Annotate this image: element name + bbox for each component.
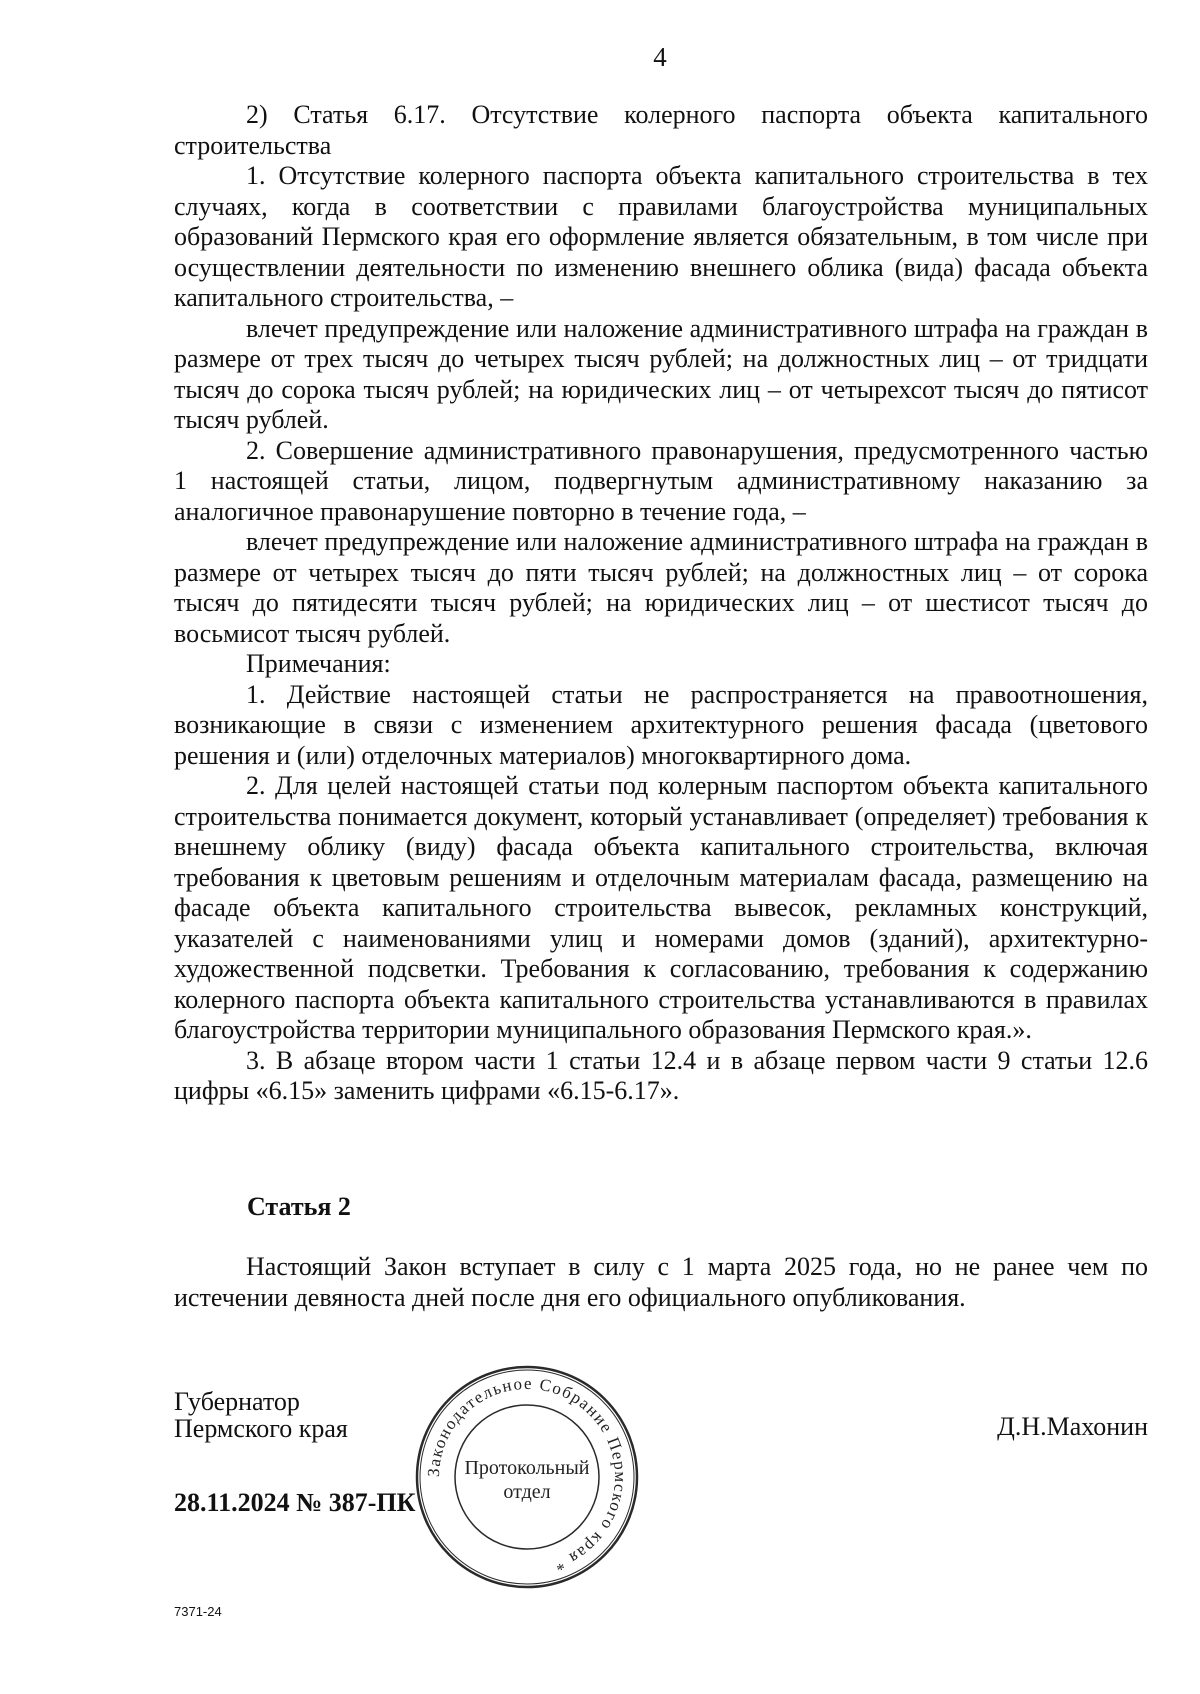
document-code: 7371-24 bbox=[174, 1604, 222, 1619]
article-2-text: Настоящий Закон вступает в силу с 1 марта 2025 года, но не ранее чем по истечении девяноста дней после дня его официального опубликования. bbox=[174, 1252, 1148, 1312]
stamp-ring-text: Законодательное Собрание Пермского края * bbox=[423, 1373, 631, 1576]
paragraph-sanction-1: влечет предупреждение или наложение административного штрафа на граждан в размере от трех тысяч до четырех тысяч рублей; на должностных лиц – от тридцати тысяч до сорока тысяч рублей; на юридических лиц – от четырехсот тысяч до пятисот тысяч рублей. bbox=[174, 313, 1148, 434]
official-stamp-icon bbox=[412, 1362, 642, 1592]
stamp-center-line-1: Протокольный bbox=[464, 1457, 590, 1479]
signature-title-line-2: Пермского края bbox=[174, 1414, 348, 1443]
document-body bbox=[174, 100, 1148, 1107]
paragraph-note-1: 1. Действие настоящей статьи не распространяется на правоотношения, возникающие в связи с изменением архитектурного решения фасада (цветового решения и (или) отделочных материалов) многоквартирного дома. bbox=[174, 679, 1148, 770]
signature-title bbox=[174, 1388, 348, 1442]
paragraph-part-2: 2. Совершение административного правонарушения, предусмотренного частью 1 настоящей статьи, лицом, подвергнутым административному наказанию за аналогичное правонарушение повторно в течение года, – bbox=[174, 435, 1148, 526]
signature-title-line-1: Губернатор bbox=[174, 1387, 300, 1416]
page-number: 4 bbox=[653, 42, 667, 72]
article-2-heading: Статья 2 bbox=[247, 1192, 351, 1221]
paragraph-sanction-2: влечет предупреждение или наложение административного штрафа на граждан в размере от четырех тысяч до пяти тысяч рублей; на должностных лиц – от сорока тысяч до пятидесяти тысяч рублей; на юридических лиц – от шестисот тысяч до восьмисот тысяч рублей. bbox=[174, 527, 1148, 648]
paragraph-note-2: 2. Для целей настоящей статьи под колерным паспортом объекта капитального строительства понимается документ, который устанавливает (определяет) требования к внешнему облику (виду) фасада объекта капитального строительства, включая требования к цветовым решениям и отделочным материалам фасада, размещению на фасаде объекта капитального строительства вывесок, рекламных конструкций, указателей с наименованиями улиц и номерами домов (зданий), архитектурно-художественной подсветки. Требования к согласованию, требования к содержанию колерного паспорта объекта капитального строительства устанавливаются в правилах благоустройства территории муниципального образования Пермского края.». bbox=[174, 771, 1148, 1044]
paragraph-notes-heading: Примечания: bbox=[246, 649, 391, 678]
paragraph-item-3: 3. В абзаце втором части 1 статьи 12.4 и в абзаце первом части 9 статьи 12.6 цифры «6.15» заменить цифрами «6.15-6.17». bbox=[174, 1045, 1148, 1105]
paragraph-part-1: 1. Отсутствие колерного паспорта объекта капитального строительства в тех случаях, когда в соответствии с правилами благоустройства муниципальных образований Пермского края его оформление является обязательным, в том числе при осуществлении деятельности по изменению внешнего облика (вида) фасада объекта капитального строительства, – bbox=[174, 161, 1148, 312]
signature-name: Д.Н.Махонин bbox=[997, 1412, 1148, 1441]
law-date-number: 28.11.2024 № 387-ПК bbox=[174, 1488, 416, 1517]
paragraph-article-title: 2) Статья 6.17. Отсутствие колерного паспорта объекта капитального строительства bbox=[174, 100, 1148, 160]
stamp-center-line-2: отдел bbox=[503, 1481, 551, 1503]
